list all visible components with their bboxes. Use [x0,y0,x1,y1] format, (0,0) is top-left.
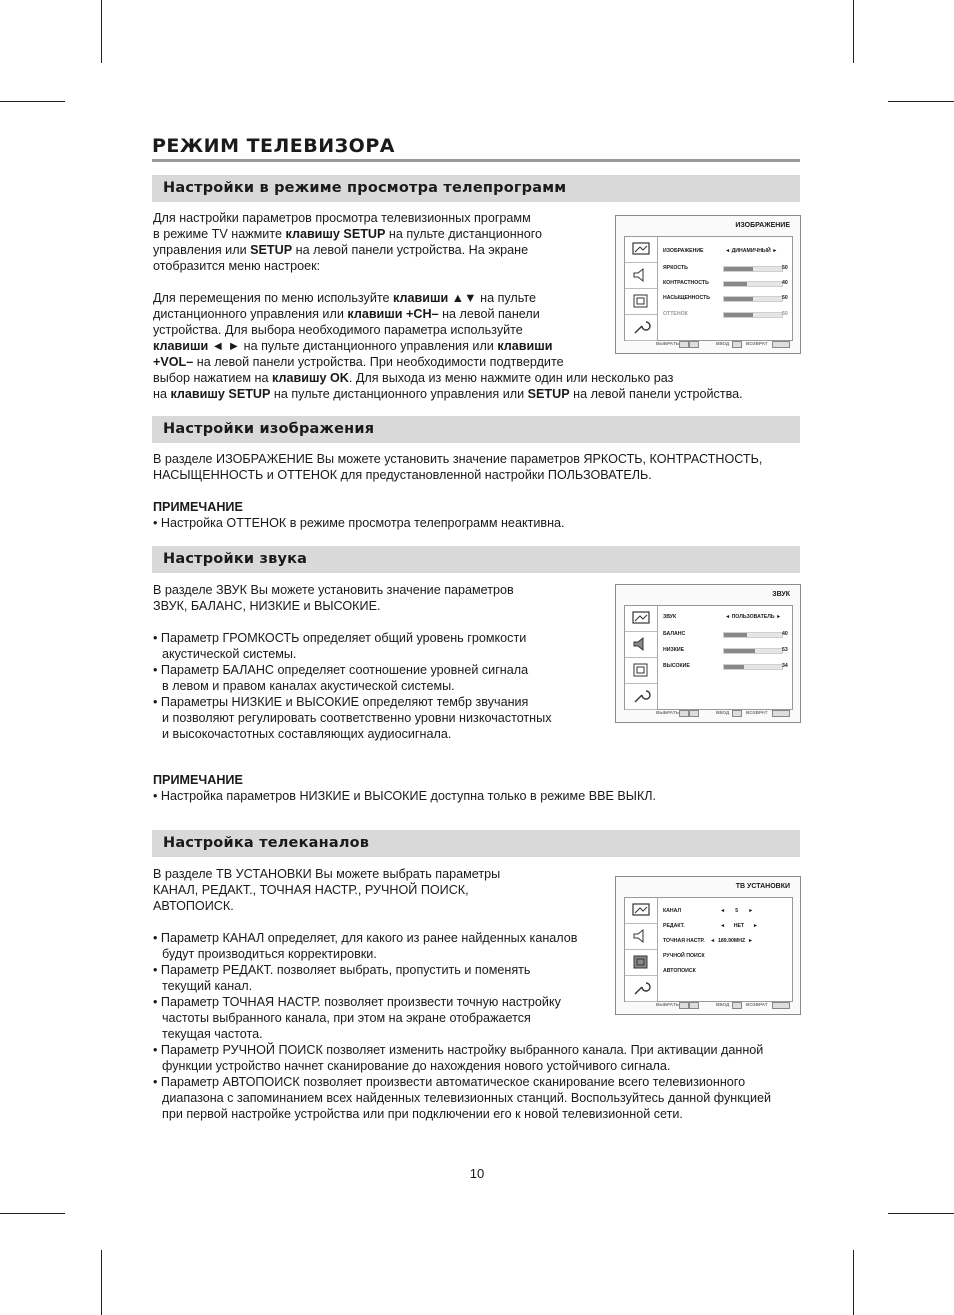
text-line: выбор нажатием на клавишу OK. Для выхода из меню нажмите один или несколько раз [153,371,674,385]
osd-row-value: 40 [782,280,788,286]
note-heading: ПРИМЕЧАНИЕ [153,500,243,514]
osd-footer-back: ВОЗВРАТ [746,341,768,346]
section-heading-text: Настройка телеканалов [163,835,370,851]
osd-row-value[interactable]: ◄ 5 ► [720,908,754,914]
picture-paragraph [153,451,803,531]
channels-paragraph [153,866,608,1042]
osd-mode-label[interactable]: ИЗОБРАЖЕНИЕ [663,248,704,254]
osd-picture-menu [615,215,801,354]
text-line: дистанционного управления или клавиши +CH– на левой панели [153,307,540,321]
crop-mark [0,101,65,102]
osd-title: ИЗОБРАЖЕНИЕ [735,222,790,229]
sound-icon [625,924,657,950]
text-line: Для настройки параметров просмотра телевизионных программ [153,211,531,225]
section-heading-text: Настройки звука [163,551,308,567]
key-icon [732,341,742,348]
tv-view-paragraph-1 [153,210,613,274]
section-heading-channels [152,830,800,857]
crop-mark [888,101,954,102]
osd-row-value: 50 [782,265,788,271]
osd-row-label[interactable]: НИЗКИЕ [663,647,685,653]
text-line: КАНАЛ, РЕДАКТ., ТОЧНАЯ НАСТР., РУЧНОЙ ПОИСК, [153,883,469,897]
osd-row-label[interactable]: РЕДАКТ. [663,923,685,929]
crop-mark [101,0,102,63]
osd-footer-back: ВОЗВРАТ [746,710,768,715]
text-line: управления или SETUP на левой панели устройства. На экране [153,243,529,257]
bullet-item: • Параметр ГРОМКОСТЬ определяет общий уровень громкости акустической системы. [153,631,527,661]
osd-row-label[interactable]: КОНТРАСТНОСТЬ [663,280,709,286]
osd-mode-value[interactable]: ◄ ДИНАМИЧНЫЙ ► [725,248,778,254]
osd-row-value: 53 [782,647,788,653]
key-icon [689,710,699,717]
osd-footer-select: ВЫБРАТЬ [656,341,679,346]
osd-row-label[interactable]: ОТТЕНОК [663,311,688,317]
page-number: 10 [469,1166,485,1181]
osd-row-value: 40 [782,631,788,637]
osd-panel [624,605,793,710]
key-icon [732,710,742,717]
title-rule [152,159,800,162]
key-icon [772,1002,790,1009]
bullet-item: • Параметр БАЛАНС определяет соотношение уровней сигнала в левом и правом каналах акустической системы. [153,663,529,693]
osd-level-bar[interactable] [723,632,783,638]
text-line: В разделе ТВ УСТАНОВКИ Вы можете выбрать параметры [153,867,501,881]
picture-icon [625,898,657,924]
osd-footer [624,1001,791,1010]
osd-footer-back: ВОЗВРАТ [746,1002,768,1007]
text-line: НАСЫЩЕННОСТЬ и ОТТЕНОК для предустановленной настройки ПОЛЬЗОВАТЕЛЬ. [153,468,652,482]
text-line: Для перемещения по меню используйте клавиши ▲▼ на пульте [153,291,536,305]
sound-icon [625,263,657,289]
note-text: • Настройка ОТТЕНОК в режиме просмотра телепрограмм неактивна. [153,516,565,530]
text-line: В разделе ИЗОБРАЖЕНИЕ Вы можете установить значение параметров ЯРКОСТЬ, КОНТРАСТНОСТЬ, [153,452,763,466]
osd-level-bar[interactable] [723,266,783,272]
bullet-item: • Параметры НИЗКИЕ и ВЫСОКИЕ определяют тембр звучания и позволяют регулировать соответственно уровни низкочастотных и высокочастотных составляющих аудиосигнала. [153,695,552,741]
key-icon [772,710,790,717]
osd-sound-menu [615,584,801,723]
osd-row-label[interactable]: РУЧНОЙ ПОИСК [663,953,705,959]
text-line: клавиши ◄ ► на пульте дистанционного управления или клавиши [153,339,553,353]
bullet-item: • Параметр АВТОПОИСК позволяет произвести автоматическое сканирование всего телевизионного диапазона с запоминанием всех найденных телевизионных станций. Воспользуйтесь данной функцией при первой настройке устройства или при подключении его к новой телевизионной сети. [153,1075,772,1121]
osd-row-label[interactable]: ТОЧНАЯ НАСТР. [663,938,705,944]
crop-mark [853,1250,854,1315]
key-icon [772,341,790,348]
osd-row-label[interactable]: КАНАЛ [663,908,682,914]
page-title: РЕЖИМ ТЕЛЕВИЗОРА [152,135,395,157]
text-line: ЗВУК, БАЛАНС, НИЗКИЕ и ВЫСОКИЕ. [153,599,381,613]
picture-icon [625,237,657,263]
osd-row-label[interactable]: НАСЫЩЕННОСТЬ [663,295,710,301]
osd-title: ТВ УСТАНОВКИ [735,883,790,890]
osd-mode-value[interactable]: ◄ ПОЛЬЗОВАТЕЛЬ ► [725,614,782,620]
text-line: в режиме TV нажмите клавишу SETUP на пульте дистанционного [153,227,543,241]
osd-row-value: 34 [782,663,788,669]
picture-icon [625,606,657,632]
osd-row-value: 50 [782,295,788,301]
channels-paragraph-2 [153,1042,803,1122]
osd-row-value: 50 [782,311,788,317]
osd-footer-enter: ВВОД [716,710,730,715]
section-heading-text: Настройки в режиме просмотра телепрограмм [163,180,567,196]
osd-tv-setup-menu [615,876,801,1015]
note-text: • Настройка параметров НИЗКИЕ и ВЫСОКИЕ доступна только в режиме BBE ВЫКЛ. [153,789,657,803]
osd-row-label[interactable]: ВЫСОКИЕ [663,663,690,669]
osd-footer-select: ВЫБРАТЬ [656,710,679,715]
wrench-icon [625,976,657,1002]
osd-row-value[interactable]: ◄ 189.90MHZ ► [710,938,754,944]
crop-mark [888,1213,954,1214]
osd-footer [624,709,791,718]
key-icon [679,710,689,717]
bullet-item: • Параметр КАНАЛ определяет, для какого из ранее найденных каналов будут производиться корректировки. [153,931,578,961]
osd-title: ЗВУК [772,591,790,598]
key-icon [679,1002,689,1009]
osd-row-label[interactable]: БАЛАНС [663,631,686,637]
crop-mark [101,1250,102,1315]
osd-mode-label[interactable]: ЗВУК [663,614,677,620]
bullet-item: • Параметр РЕДАКТ. позволяет выбрать, пропустить и поменять текущий канал. [153,963,531,993]
crop-mark [0,1213,65,1214]
key-icon [679,341,689,348]
osd-row-value[interactable]: ◄ НЕТ ► [720,923,758,929]
osd-icon-column [625,237,658,340]
osd-row-label[interactable]: АВТОПОИСК [663,968,696,974]
text-line: +VOL– на левой панели устройства. При необходимости подтвердите [153,355,564,369]
text-line: АВТОПОИСК. [153,899,234,913]
tv-setup-icon [625,658,657,684]
key-icon [689,341,699,348]
osd-level-bar[interactable] [723,312,783,318]
bullet-item: • Параметр ТОЧНАЯ НАСТР. позволяет произвести точную настройку частоты выбранного канала, при этом на экране отображается текущая частота. [153,995,561,1041]
section-heading-picture [152,416,800,443]
osd-icon-column [625,606,658,709]
section-heading-sound [152,546,800,573]
text-line: В разделе ЗВУК Вы можете установить значение параметров [153,583,514,597]
tv-setup-icon [625,289,657,315]
text-line: устройства. Для выбора необходимого параметра используйте [153,323,523,337]
crop-mark [853,0,854,63]
text-line: отобразится меню настроек: [153,259,321,273]
osd-panel [624,236,793,341]
wrench-icon [625,684,657,710]
key-icon [689,1002,699,1009]
osd-level-bar[interactable] [723,664,783,670]
osd-level-bar[interactable] [723,281,783,287]
osd-row-label[interactable]: ЯРКОСТЬ [663,265,688,271]
section-heading-text: Настройки изображения [163,421,375,437]
note-heading: ПРИМЕЧАНИЕ [153,773,243,787]
sound-icon [625,632,657,658]
sound-paragraph [153,582,608,742]
osd-footer [624,340,791,349]
osd-panel [624,897,793,1002]
sound-note [153,772,803,804]
osd-icon-column [625,898,658,1001]
bullet-item: • Параметр РУЧНОЙ ПОИСК позволяет изменить настройку выбранного канала. При активации данной функции устройство начнет сканирование до нахождения нового устойчивого сигнала. [153,1043,764,1073]
osd-footer-enter: ВВОД [716,341,730,346]
key-icon [732,1002,742,1009]
section-heading-tv-view [152,175,800,202]
tv-setup-icon [625,950,657,976]
wrench-icon [625,315,657,341]
osd-footer-select: ВЫБРАТЬ [656,1002,679,1007]
text-line: на клавишу SETUP на пульте дистанционного управления или SETUP на левой панели устройства. [153,387,743,401]
osd-level-bar[interactable] [723,296,783,302]
osd-level-bar[interactable] [723,648,783,654]
osd-footer-enter: ВВОД [716,1002,730,1007]
